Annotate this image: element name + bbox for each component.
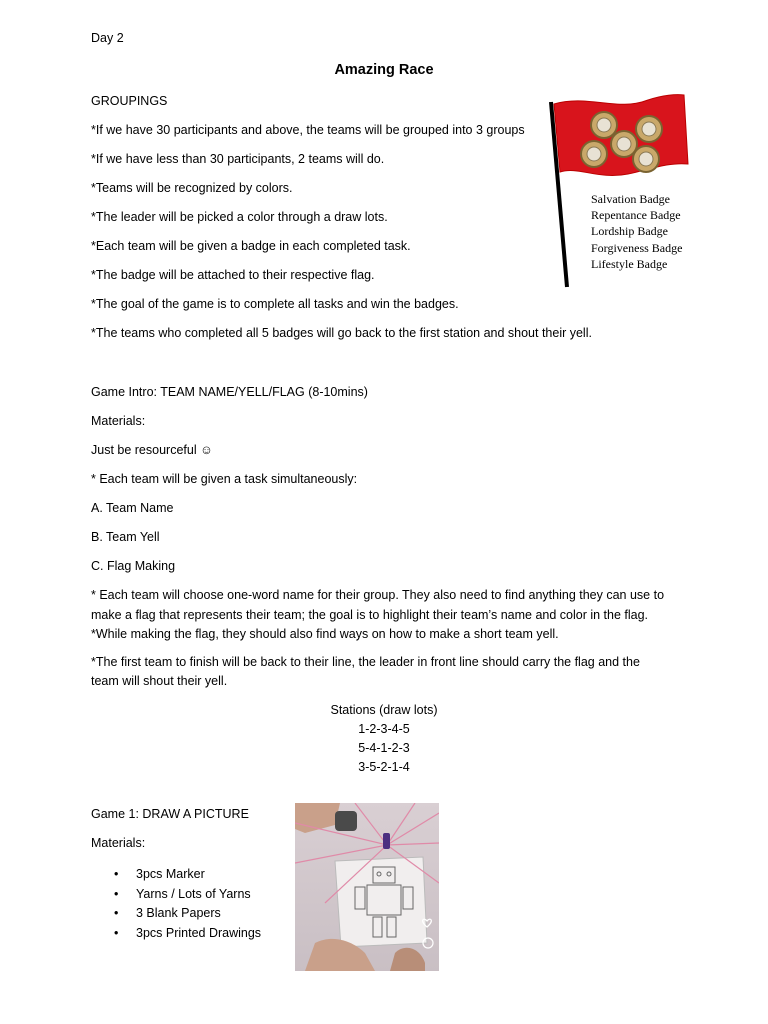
game1-photo — [295, 803, 439, 971]
grouping-rule: *Each team will be given a badge in each completed task. — [91, 239, 411, 253]
intro-paragraph-line: team will shout their yell. — [91, 674, 228, 688]
grouping-rule: *If we have less than 30 participants, 2 teams will do. — [91, 152, 385, 166]
list-item: • 3 Blank Papers — [114, 904, 261, 924]
intro-task-line: * Each team will be given a task simultaneously: — [91, 472, 358, 486]
intro-paragraph-line: *The first team to finish will be back to their line, the leader in front line should carry the flag and the — [91, 655, 640, 669]
intro-paragraph-line: * Each team will choose one-word name for their group. They also need to find anything they can use to — [91, 588, 665, 602]
grouping-rule: *The leader will be picked a color through a draw lots. — [91, 210, 388, 224]
drawing-photo-icon — [295, 803, 439, 971]
day-label: Day 2 — [91, 31, 124, 45]
station-order: 3-5-2-1-4 — [358, 760, 410, 774]
intro-materials-text: Just be resourceful ☺ — [91, 443, 213, 457]
grouping-rule: *If we have 30 participants and above, the teams will be grouped into 3 groups — [91, 123, 525, 137]
list-item: • 3pcs Printed Drawings — [114, 924, 261, 944]
intro-paragraph-line: *While making the flag, they should also find ways on how to make a short team yell. — [91, 627, 559, 641]
badge-label: Lifestyle Badge — [591, 257, 668, 271]
intro-task-item: B. Team Yell — [91, 530, 160, 544]
game1-materials-list — [114, 865, 261, 943]
badge-label: Repentance Badge — [591, 208, 681, 222]
grouping-rule: *The goal of the game is to complete all tasks and win the badges. — [91, 297, 459, 311]
game1-heading: Game 1: DRAW A PICTURE — [91, 807, 249, 821]
station-order: 5-4-1-2-3 — [358, 741, 410, 755]
badge-label: Lordship Badge — [591, 224, 668, 238]
badge-label: Salvation Badge — [591, 192, 670, 206]
badge-label: Forgiveness Badge — [591, 241, 683, 255]
intro-paragraph-line: make a flag that represents their team; the goal is to highlight their team’s name and color in the flag. — [91, 608, 649, 622]
page-title: Amazing Race — [334, 62, 434, 78]
grouping-rule: *Teams will be recognized by colors. — [91, 181, 293, 195]
intro-task-item: A. Team Name — [91, 501, 174, 515]
game1-materials-label: Materials: — [91, 836, 146, 850]
intro-task-item: C. Flag Making — [91, 559, 176, 573]
stations-heading: Stations (draw lots) — [330, 703, 438, 717]
groupings-heading: GROUPINGS — [91, 94, 168, 108]
grouping-rule: *The teams who completed all 5 badges will go back to the first station and shout their yell. — [91, 326, 592, 340]
list-item: • 3pcs Marker — [114, 865, 261, 885]
station-order: 1-2-3-4-5 — [358, 722, 410, 736]
list-item: • Yarns / Lots of Yarns — [114, 885, 261, 905]
intro-heading: Game Intro: TEAM NAME/YELL/FLAG (8-10mins) — [91, 385, 368, 399]
intro-materials-label: Materials: — [91, 414, 146, 428]
grouping-rule: *The badge will be attached to their respective flag. — [91, 268, 375, 282]
